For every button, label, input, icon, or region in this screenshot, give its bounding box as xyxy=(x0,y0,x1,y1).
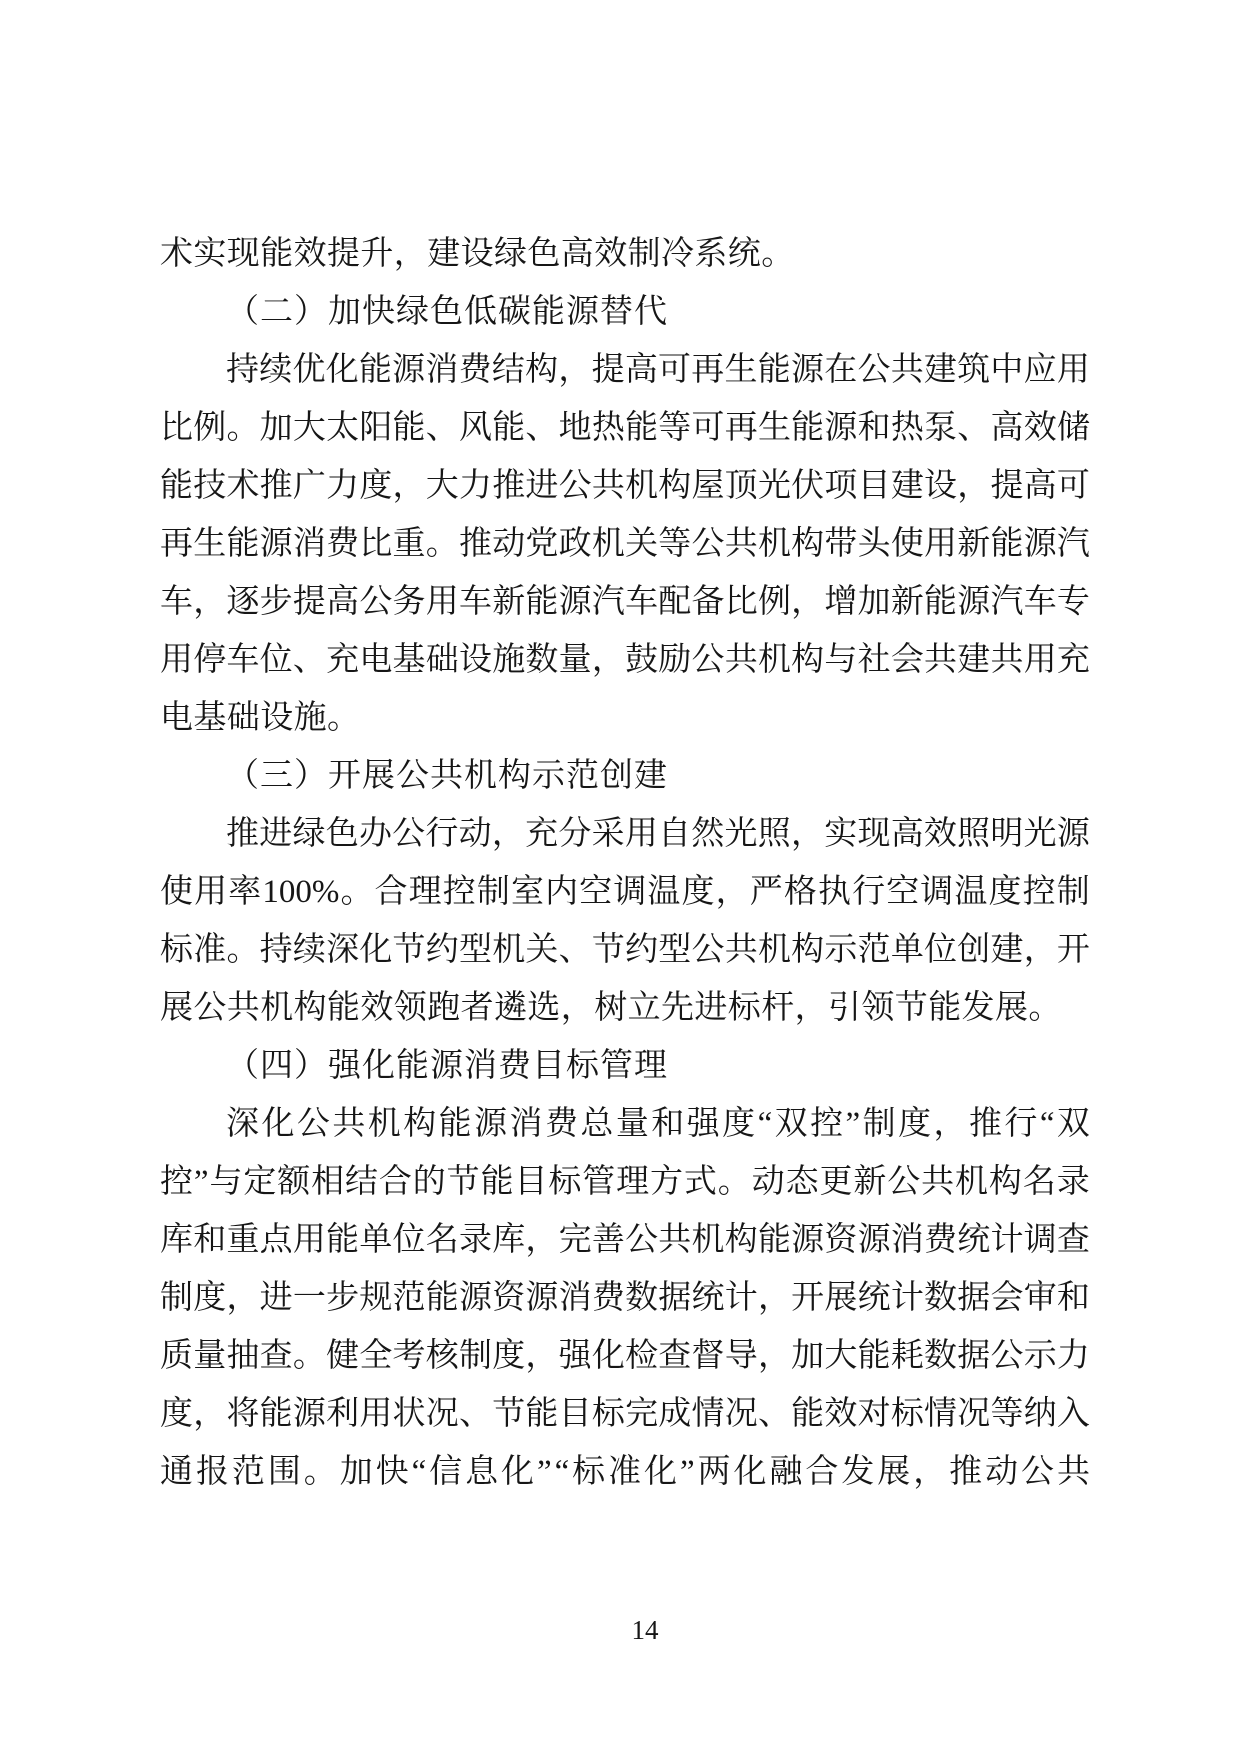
text-line: 用 停 车 位 、 充 电 基 础 设 施 数 量 ， 鼓 励 公 共 机 构 与 社 会 共 建 共 用 充 xyxy=(160,642,1090,678)
text-line: 再 生 能 源 消 费 比 重 。 推 动 党 政 机 关 等 公 共 机 构 带 头 使 用 新 能 源 汽 xyxy=(160,526,1090,562)
text-line: 展公共机构能效领跑者遴选，树立先进标杆，引领节能发展。 xyxy=(160,990,1062,1026)
text-line: 能 技 术 推 广 力 度 ， 大 力 推 进 公 共 机 构 屋 顶 光 伏 项 目 建 设 ， 提 高 可 xyxy=(160,468,1090,504)
text-line: 持 续 优 化 能 源 消 费 结 构 ， 提 高 可 再 生 能 源 在 公 共 建 筑 中 应 用 xyxy=(226,352,1090,388)
page-number: 14 xyxy=(631,1615,659,1645)
text-line: 术实现能效提升，建设绿色高效制冷系统。 xyxy=(160,236,795,272)
text-line: 标 准 。 持 续 深 化 节 约 型 机 关 、 节 约 型 公 共 机 构 示 范 单 位 创 建 ， 开 xyxy=(160,932,1090,968)
text-line: 使 用 率 100% 。 合 理 控 制 室 内 空 调 温 度 ， 严 格 执 行 空 调 温 度 控 制 xyxy=(160,874,1090,910)
text-line: 质 量 抽 查 。 健 全 考 核 制 度 ， 强 化 检 查 督 导 ， 加 大 能 耗 数 据 公 示 力 xyxy=(160,1338,1090,1374)
section-heading: （二）加快绿色低碳能源替代 xyxy=(226,294,668,330)
text-line: 制 度 ， 进 一 步 规 范 能 源 资 源 消 费 数 据 统 计 ， 开 展 统 计 数 据 会 审 和 xyxy=(160,1280,1090,1316)
text-line: 车 ， 逐 步 提 高 公 务 用 车 新 能 源 汽 车 配 备 比 例 ， 增 加 新 能 源 汽 车 专 xyxy=(160,584,1090,620)
text-line: 推 进 绿 色 办 公 行 动 ， 充 分 采 用 自 然 光 照 ， 实 现 高 效 照 明 光 源 xyxy=(226,816,1090,852)
text-line: 深 化 公 共 机 构 能 源 消 费 总 量 和 强 度 “ 双 控 ” 制 度 ， 推 行 “ 双 xyxy=(226,1106,1090,1142)
text-line: 控 ” 与 定 额 相 结 合 的 节 能 目 标 管 理 方 式 。 动 态 更 新 公 共 机 构 名 录 xyxy=(160,1164,1090,1200)
section-heading: （三）开展公共机构示范创建 xyxy=(226,758,668,794)
text-line: 电基础设施。 xyxy=(160,700,361,736)
text-line: 度 ， 将 能 源 利 用 状 况 、 节 能 目 标 完 成 情 况 、 能 效 对 标 情 况 等 纳 入 xyxy=(160,1396,1090,1432)
section-heading: （四）强化能源消费目标管理 xyxy=(226,1048,668,1084)
text-line: 通 报 范 围 。 加 快 “ 信 息 化 ” “ 标 准 化 ” 两 化 融 合 发 展 ， 推 动 公 共 xyxy=(160,1454,1090,1490)
text-line: 库 和 重 点 用 能 单 位 名 录 库 ， 完 善 公 共 机 构 能 源 资 源 消 费 统 计 调 查 xyxy=(160,1222,1090,1258)
document-lines xyxy=(160,225,1090,1501)
text-line: 比 例 。 加 大 太 阳 能 、 风 能 、 地 热 能 等 可 再 生 能 源 和 热 泵 、 高 效 储 xyxy=(160,410,1090,446)
